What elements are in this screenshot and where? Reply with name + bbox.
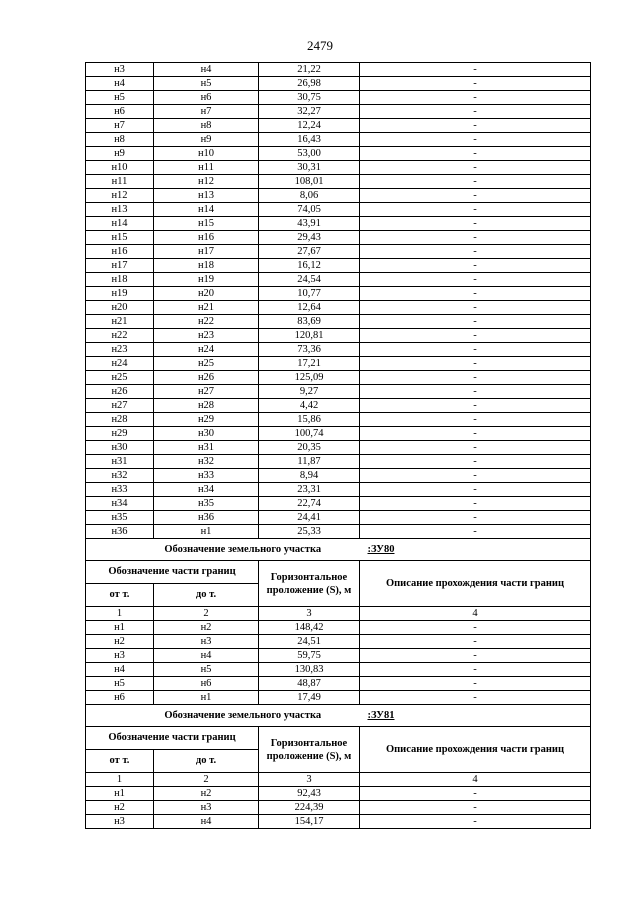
point-to: н23	[154, 329, 259, 343]
point-to: н13	[154, 189, 259, 203]
point-to: н36	[154, 511, 259, 525]
boundary-description: -	[360, 801, 591, 815]
point-from: н4	[86, 77, 154, 91]
point-to: н1	[154, 525, 259, 539]
boundary-description: -	[360, 649, 591, 663]
horizontal-distance: 9,27	[259, 385, 360, 399]
plot-designation-row	[86, 539, 591, 561]
point-from: н5	[86, 677, 154, 691]
table-row	[86, 119, 591, 133]
table-row	[86, 399, 591, 413]
point-from: н2	[86, 635, 154, 649]
table-row	[86, 635, 591, 649]
boundary-description: -	[360, 635, 591, 649]
point-to: н7	[154, 105, 259, 119]
boundary-description: -	[360, 483, 591, 497]
point-from: н11	[86, 175, 154, 189]
horizontal-distance: 26,98	[259, 77, 360, 91]
boundary-description: -	[360, 343, 591, 357]
boundary-description: -	[360, 371, 591, 385]
table-row	[86, 441, 591, 455]
point-from: н18	[86, 273, 154, 287]
description-header: Описание прохождения части границ	[360, 561, 591, 607]
boundary-description: -	[360, 175, 591, 189]
point-to: н15	[154, 217, 259, 231]
point-from: н32	[86, 469, 154, 483]
point-from: н19	[86, 287, 154, 301]
point-to: н20	[154, 287, 259, 301]
horizontal-distance: 224,39	[259, 801, 360, 815]
point-from: н6	[86, 105, 154, 119]
table-row	[86, 147, 591, 161]
horizontal-distance-header: Горизонтальное проложение (S), м	[259, 727, 360, 773]
horizontal-distance: 22,74	[259, 497, 360, 511]
point-to: н17	[154, 245, 259, 259]
plot-designation-row	[86, 705, 591, 727]
horizontal-distance: 15,86	[259, 413, 360, 427]
table-row	[86, 621, 591, 635]
point-to: н6	[154, 677, 259, 691]
boundary-description: -	[360, 77, 591, 91]
horizontal-distance: 11,87	[259, 455, 360, 469]
boundary-description: -	[360, 105, 591, 119]
point-from: н34	[86, 497, 154, 511]
horizontal-distance: 92,43	[259, 787, 360, 801]
table-row	[86, 469, 591, 483]
point-to: н22	[154, 315, 259, 329]
horizontal-distance: 125,09	[259, 371, 360, 385]
table-row	[86, 161, 591, 175]
plot-code: :ЗУ80	[360, 539, 591, 561]
to-point-header: до т.	[154, 584, 259, 607]
boundary-description: -	[360, 815, 591, 829]
horizontal-distance: 17,21	[259, 357, 360, 371]
point-from: н22	[86, 329, 154, 343]
horizontal-distance: 12,24	[259, 119, 360, 133]
table-row	[86, 259, 591, 273]
plot-designation-label: Обозначение земельного участка	[86, 539, 360, 561]
horizontal-distance: 48,87	[259, 677, 360, 691]
horizontal-distance: 24,54	[259, 273, 360, 287]
column-number: 2	[154, 773, 259, 787]
horizontal-distance: 53,00	[259, 147, 360, 161]
boundary-description: -	[360, 677, 591, 691]
point-from: н10	[86, 161, 154, 175]
horizontal-distance: 130,83	[259, 663, 360, 677]
point-to: н33	[154, 469, 259, 483]
point-to: н34	[154, 483, 259, 497]
table-row	[86, 77, 591, 91]
horizontal-distance: 148,42	[259, 621, 360, 635]
point-to: н24	[154, 343, 259, 357]
to-point-header: до т.	[154, 750, 259, 773]
horizontal-distance: 30,31	[259, 161, 360, 175]
point-from: н8	[86, 133, 154, 147]
table-row	[86, 245, 591, 259]
table-row	[86, 343, 591, 357]
table-row	[86, 315, 591, 329]
table-row	[86, 385, 591, 399]
horizontal-distance: 100,74	[259, 427, 360, 441]
boundary-description: -	[360, 427, 591, 441]
column-number: 1	[86, 607, 154, 621]
boundary-description: -	[360, 441, 591, 455]
point-from: н14	[86, 217, 154, 231]
boundary-description: -	[360, 357, 591, 371]
plot-code: :ЗУ81	[360, 705, 591, 727]
horizontal-distance: 17,49	[259, 691, 360, 705]
point-to: н12	[154, 175, 259, 189]
table-row	[86, 133, 591, 147]
boundary-description: -	[360, 161, 591, 175]
point-to: н2	[154, 787, 259, 801]
horizontal-distance: 120,81	[259, 329, 360, 343]
boundary-description: -	[360, 663, 591, 677]
boundary-description: -	[360, 273, 591, 287]
horizontal-distance: 16,12	[259, 259, 360, 273]
boundary-description: -	[360, 497, 591, 511]
boundary-description: -	[360, 245, 591, 259]
boundary-description: -	[360, 329, 591, 343]
point-to: н5	[154, 663, 259, 677]
point-from: н36	[86, 525, 154, 539]
column-number: 4	[360, 607, 591, 621]
table-row	[86, 663, 591, 677]
boundary-description: -	[360, 787, 591, 801]
point-from: н29	[86, 427, 154, 441]
point-from: н4	[86, 663, 154, 677]
point-to: н32	[154, 455, 259, 469]
table-row	[86, 691, 591, 705]
point-to: н3	[154, 801, 259, 815]
table-row	[86, 357, 591, 371]
horizontal-distance: 4,42	[259, 399, 360, 413]
point-to: н26	[154, 371, 259, 385]
table-row	[86, 175, 591, 189]
horizontal-distance: 74,05	[259, 203, 360, 217]
point-from: н24	[86, 357, 154, 371]
horizontal-distance: 59,75	[259, 649, 360, 663]
point-to: н35	[154, 497, 259, 511]
table-row	[86, 301, 591, 315]
column-number: 3	[259, 773, 360, 787]
table-row	[86, 217, 591, 231]
boundary-description: -	[360, 217, 591, 231]
column-number: 2	[154, 607, 259, 621]
column-number: 4	[360, 773, 591, 787]
boundary-description: -	[360, 259, 591, 273]
point-from: н12	[86, 189, 154, 203]
part-designation-header: Обозначение части границ	[86, 727, 259, 750]
plot-designation-label: Обозначение земельного участка	[86, 705, 360, 727]
table-row	[86, 329, 591, 343]
table-row	[86, 801, 591, 815]
point-from: н17	[86, 259, 154, 273]
table-row	[86, 203, 591, 217]
table-row	[86, 91, 591, 105]
table-row	[86, 497, 591, 511]
table-row	[86, 273, 591, 287]
table-row	[86, 649, 591, 663]
point-to: н31	[154, 441, 259, 455]
horizontal-distance: 23,31	[259, 483, 360, 497]
point-to: н19	[154, 273, 259, 287]
boundary-description: -	[360, 315, 591, 329]
page-number: 2479	[307, 38, 333, 53]
point-to: н4	[154, 815, 259, 829]
horizontal-distance: 21,22	[259, 63, 360, 77]
point-from: н3	[86, 649, 154, 663]
point-to: н2	[154, 621, 259, 635]
boundary-description: -	[360, 621, 591, 635]
boundary-description: -	[360, 63, 591, 77]
horizontal-distance: 24,51	[259, 635, 360, 649]
table-row	[86, 511, 591, 525]
table-row	[86, 371, 591, 385]
boundary-description: -	[360, 469, 591, 483]
header-row	[86, 727, 591, 750]
boundary-description: -	[360, 119, 591, 133]
boundary-description: -	[360, 399, 591, 413]
boundary-description: -	[360, 231, 591, 245]
horizontal-distance: 20,35	[259, 441, 360, 455]
point-from: н3	[86, 63, 154, 77]
table-row	[86, 413, 591, 427]
point-from: н3	[86, 815, 154, 829]
boundary-description: -	[360, 301, 591, 315]
horizontal-distance: 154,17	[259, 815, 360, 829]
column-numbers-row	[86, 773, 591, 787]
point-to: н21	[154, 301, 259, 315]
table-row	[86, 525, 591, 539]
table-row	[86, 483, 591, 497]
point-to: н5	[154, 77, 259, 91]
point-to: н8	[154, 119, 259, 133]
table-row	[86, 427, 591, 441]
boundary-description: -	[360, 287, 591, 301]
horizontal-distance: 29,43	[259, 231, 360, 245]
column-number: 3	[259, 607, 360, 621]
point-from: н20	[86, 301, 154, 315]
point-from: н6	[86, 691, 154, 705]
point-from: н35	[86, 511, 154, 525]
point-from: н2	[86, 801, 154, 815]
point-to: н10	[154, 147, 259, 161]
point-from: н16	[86, 245, 154, 259]
horizontal-distance: 25,33	[259, 525, 360, 539]
horizontal-distance: 43,91	[259, 217, 360, 231]
header-row	[86, 561, 591, 584]
point-from: н28	[86, 413, 154, 427]
table-row	[86, 189, 591, 203]
point-from: н26	[86, 385, 154, 399]
boundary-description: -	[360, 413, 591, 427]
point-from: н1	[86, 621, 154, 635]
boundary-table-body	[86, 63, 591, 829]
point-to: н9	[154, 133, 259, 147]
boundary-description: -	[360, 455, 591, 469]
point-to: н27	[154, 385, 259, 399]
boundary-description: -	[360, 189, 591, 203]
point-from: н9	[86, 147, 154, 161]
point-from: н5	[86, 91, 154, 105]
boundary-description: -	[360, 203, 591, 217]
column-number: 1	[86, 773, 154, 787]
horizontal-distance: 24,41	[259, 511, 360, 525]
point-from: н15	[86, 231, 154, 245]
part-designation-header: Обозначение части границ	[86, 561, 259, 584]
boundary-description: -	[360, 525, 591, 539]
point-to: н25	[154, 357, 259, 371]
point-to: н16	[154, 231, 259, 245]
horizontal-distance: 30,75	[259, 91, 360, 105]
point-from: н31	[86, 455, 154, 469]
horizontal-distance: 32,27	[259, 105, 360, 119]
point-from: н13	[86, 203, 154, 217]
horizontal-distance: 108,01	[259, 175, 360, 189]
point-to: н6	[154, 91, 259, 105]
point-to: н1	[154, 691, 259, 705]
point-from: н1	[86, 787, 154, 801]
table-row	[86, 787, 591, 801]
horizontal-distance: 8,94	[259, 469, 360, 483]
boundary-description: -	[360, 385, 591, 399]
table-row	[86, 105, 591, 119]
horizontal-distance: 8,06	[259, 189, 360, 203]
horizontal-distance: 83,69	[259, 315, 360, 329]
point-from: н7	[86, 119, 154, 133]
point-from: н33	[86, 483, 154, 497]
point-to: н18	[154, 259, 259, 273]
point-to: н29	[154, 413, 259, 427]
table-row	[86, 231, 591, 245]
point-from: н21	[86, 315, 154, 329]
point-to: н14	[154, 203, 259, 217]
point-to: н4	[154, 63, 259, 77]
from-point-header: от т.	[86, 584, 154, 607]
boundary-description: -	[360, 91, 591, 105]
point-to: н4	[154, 649, 259, 663]
point-from: н25	[86, 371, 154, 385]
horizontal-distance: 27,67	[259, 245, 360, 259]
table-row	[86, 63, 591, 77]
point-from: н27	[86, 399, 154, 413]
boundary-description: -	[360, 133, 591, 147]
point-to: н11	[154, 161, 259, 175]
horizontal-distance-header: Горизонтальное проложение (S), м	[259, 561, 360, 607]
horizontal-distance: 10,77	[259, 287, 360, 301]
boundary-description: -	[360, 691, 591, 705]
horizontal-distance: 12,64	[259, 301, 360, 315]
table-row	[86, 815, 591, 829]
point-from: н30	[86, 441, 154, 455]
table-row	[86, 455, 591, 469]
from-point-header: от т.	[86, 750, 154, 773]
boundary-description: -	[360, 147, 591, 161]
boundary-table	[85, 62, 591, 829]
horizontal-distance: 16,43	[259, 133, 360, 147]
description-header: Описание прохождения части границ	[360, 727, 591, 773]
table-row	[86, 287, 591, 301]
table-row	[86, 677, 591, 691]
horizontal-distance: 73,36	[259, 343, 360, 357]
column-numbers-row	[86, 607, 591, 621]
boundary-description: -	[360, 511, 591, 525]
point-from: н23	[86, 343, 154, 357]
point-to: н28	[154, 399, 259, 413]
point-to: н30	[154, 427, 259, 441]
point-to: н3	[154, 635, 259, 649]
